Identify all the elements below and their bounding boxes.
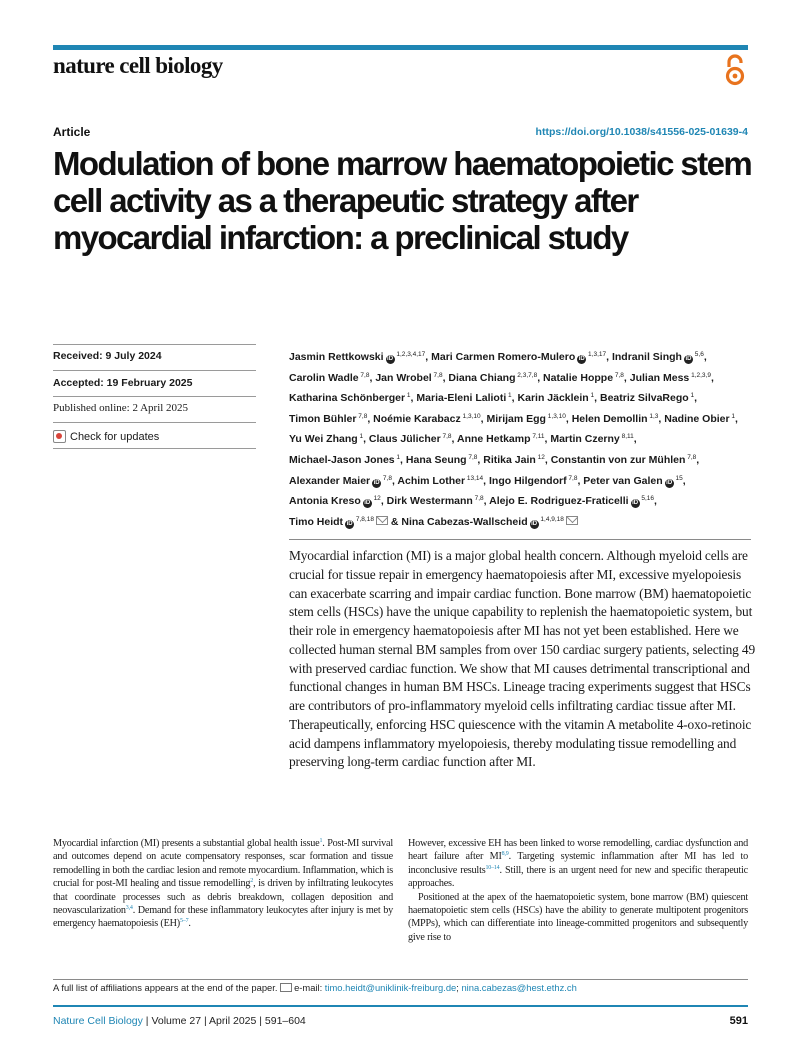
footnote-divider xyxy=(53,979,748,980)
author-name: Mari Carmen Romero-Mulero iD $^{1,3,17}$ xyxy=(431,351,607,363)
author-list: Jasmin Rettkowski iD $^{1,2,3,4,17}$, Mari Carmen Romero-Mulero iD $^{1,3,17}$, Indranil Singh iD $^{5,6}$, Carolin Wadle $^{7,8}$, Jan Wrobel $^{7,8}$, Diana Chiang $^{2,3,7,8}$, Natalie Hoppe $^{7,8}$, Julian Mess $^{1,2,3,9}$, Katharina Schönberger $^1$, Maria-Eleni Lalioti $^1$, Karin Jäcklein $^1$, Beatriz SilvaRego $^1$, Timon Bühler $^{7,8}$, Noémie Karabacz $^{1,3,10}$, Mirijam Egg $^{1,3,10}$, Helen Demollin $^{1,3}$, Nadine Obier $^1$, Yu Wei Zhang $^1$, Claus Jülicher $^{7,8}$, Anne Hetkamp $^{7,11}$, Martin Czerny $^{8,11}$, Michael-Jason Jones $^1$, Hana Seung $^{7,8}$, Ritika Jain $^{12}$, Constantin von zur Mühlen $^{7,8}$, Alexander Maier iD $^{7,8}$, Achim Lother $^{13,14}$, Ingo Hilgendorf $^{7,8}$, Peter van Galen iD $^{15}$, Antonia Kreso iD $^{12}$, Dirk Westermann $^{7,8}$, Alejo E. Rodriguez-Fraticelli iD $^{5,16}$, Timo Heidt iD $^{7,8,18}$ & Nina Cabezas-Wallscheid iD $^{1,4,9,18}$ xyxy=(289,351,738,528)
author-name: Alexander Maier iD $^{7,8}$ xyxy=(289,474,392,487)
email-link[interactable]: nina.cabezas@hest.ethz.ch xyxy=(461,982,577,993)
author-name: Indranil Singh iD $^{5,6}$ xyxy=(611,351,704,363)
received-date: Received: 9 July 2024 xyxy=(53,350,162,362)
author-name: Anne Hetkamp $^{7,11}$ xyxy=(457,433,545,446)
author-name: Helen Demollin $^{1,3}$ xyxy=(571,412,659,425)
check-for-updates-button[interactable] xyxy=(53,429,193,444)
abstract-divider xyxy=(289,539,751,540)
page-number: 591 xyxy=(729,1015,748,1027)
author-name: Julian Mess $^{1,2,3,9}$ xyxy=(629,371,711,384)
author-name: Timo Heidt iD $^{7,8,18}$ xyxy=(289,516,388,528)
author-name: Dirk Westermann $^{7,8}$ xyxy=(386,495,484,508)
author-name: Noémie Karabacz $^{1,3,10}$ xyxy=(373,412,481,425)
author-name: Alejo E. Rodriguez-Fraticelli iD $^{5,16}$ xyxy=(489,495,655,508)
mail-icon[interactable] xyxy=(566,516,578,525)
citation-ref[interactable]: 10–14 xyxy=(485,864,500,871)
body-column-right xyxy=(408,837,748,944)
citation-ref[interactable]: 1 xyxy=(319,838,323,844)
orcid-icon[interactable]: iD xyxy=(578,356,585,362)
orcid-icon[interactable]: iD xyxy=(666,479,673,486)
article-title: Modulation of bone marrow haematopoietic stem cell activity as a therapeutic strategy after myocardial infarction: a preclinical study xyxy=(53,145,752,256)
author-name: Beatriz SilvaRego $^1$ xyxy=(599,392,695,405)
orcid-icon[interactable]: iD xyxy=(632,500,639,507)
author-name: Antonia Kreso iD $^{12}$ xyxy=(289,495,381,508)
orcid-icon[interactable]: iD xyxy=(531,520,538,527)
author-name: Hana Seung $^{7,8}$ xyxy=(405,453,478,466)
author-name: Jan Wrobel $^{7,8}$ xyxy=(375,371,443,384)
author-name: Martin Czerny $^{8,11}$ xyxy=(550,433,634,446)
intro-paragraph: Myocardial infarction (MI) presents a substantial global health issue$^1$. Post-MI survival and outcomes depend on acute compensatory responses, scar formation and tissue remodelling in both the cardiac lesion and remote myocardium. Inflammation, which is crucial for post-MI healing and tissue remodelling$^2$, is driven by infiltrating leukocytes that coordinate processes such as debris breakdown, collagen deposition and neovascularization$^{3,4}$. Demand for these inflammatory leukocytes after injury is met by emergency haematopoiesis (EH)$^{5-7}$. xyxy=(53,838,393,930)
meta-divider xyxy=(53,422,256,423)
footer-journal: Nature Cell Biology xyxy=(53,1015,143,1027)
author-name: Nina Cabezas-Wallscheid iD $^{1,4,9,18}$ xyxy=(401,516,578,528)
mail-icon xyxy=(280,983,292,992)
citation-ref[interactable]: 3,4 xyxy=(125,905,133,912)
footer-details: | Volume 27 | April 2025 | 591–604 xyxy=(142,1015,306,1027)
meta-divider xyxy=(53,448,256,449)
citation-ref[interactable]: 2 xyxy=(250,878,254,885)
author-name: Jasmin Rettkowski iD $^{1,2,3,4,17}$ xyxy=(289,351,426,363)
author-name: Katharina Schönberger $^1$ xyxy=(289,392,411,405)
top-accent-bar xyxy=(53,45,748,50)
author-name: Michael-Jason Jones $^1$ xyxy=(289,453,401,466)
author-name: Maria-Eleni Lalioti $^1$ xyxy=(416,392,512,405)
orcid-icon[interactable]: iD xyxy=(364,500,371,507)
citation-ref[interactable]: 8,9 xyxy=(501,851,509,858)
author-name: Diana Chiang $^{2,3,7,8}$ xyxy=(448,371,538,384)
orcid-icon[interactable]: iD xyxy=(685,356,692,362)
doi-link[interactable]: https://doi.org/10.1038/s41556-025-01639-4 xyxy=(535,126,748,138)
mail-icon[interactable] xyxy=(376,516,388,525)
meta-divider xyxy=(53,396,256,397)
page-footer xyxy=(53,1015,306,1027)
published-date: Published online: 2 April 2025 xyxy=(53,402,189,414)
intro-paragraph: However, excessive EH has been linked to worse remodelling, cardiac dysfunction and heart failure after MI$^{8,9}$. Targeting systemic inflammation after MI has led to inconclusive results$^{10-14}$. Still, there is an urgent need for new and specific therapeutic approaches. xyxy=(408,838,748,890)
author-name: Carolin Wadle $^{7,8}$ xyxy=(289,371,370,384)
author-name: Mirijam Egg $^{1,3,10}$ xyxy=(486,412,566,425)
author-name: Natalie Hoppe $^{7,8}$ xyxy=(543,371,624,384)
email-link[interactable]: timo.heidt@uniklinik-freiburg.de xyxy=(324,982,457,993)
accepted-date: Accepted: 19 February 2025 xyxy=(53,377,193,389)
author-name: Ritika Jain $^{12}$ xyxy=(483,453,545,466)
meta-divider xyxy=(53,344,256,345)
intro-paragraph: Positioned at the apex of the haematopoietic system, bone marrow (BM) quiescent haematopoietic stem cells (HSCs) have the ability to generate multipotent progenitors (MPPs), which can differentiate into lineage-committed progenitors and subsequently give rise to xyxy=(408,891,748,943)
author-name: Nadine Obier $^1$ xyxy=(664,412,736,425)
author-name: Peter van Galen iD $^{15}$ xyxy=(583,474,683,487)
author-name: Karin Jäcklein $^1$ xyxy=(517,392,595,405)
footer-divider xyxy=(53,1005,748,1007)
article-type-label: Article xyxy=(53,125,91,139)
check-for-updates-label: Check for updates xyxy=(70,430,160,443)
author-name: Constantin von zur Mühlen $^{7,8}$ xyxy=(550,453,697,466)
orcid-icon[interactable]: iD xyxy=(387,356,394,362)
author-name: Achim Lother $^{13,14}$ xyxy=(397,474,484,487)
body-column-left xyxy=(53,837,393,931)
citation-ref[interactable]: 5–7 xyxy=(179,918,189,925)
affiliations-footnote: A full list of affiliations appears at the end of the paper. e-mail: timo.heidt@uniklinik-freiburg.de; nina.cabezas@hest.ethz.ch xyxy=(53,982,577,993)
author-name: Ingo Hilgendorf $^{7,8}$ xyxy=(489,474,578,487)
author-name: Timon Bühler $^{7,8}$ xyxy=(289,412,368,425)
orcid-icon[interactable]: iD xyxy=(346,520,353,527)
author-name: Claus Jülicher $^{7,8}$ xyxy=(368,433,452,446)
orcid-icon[interactable]: iD xyxy=(373,479,380,486)
meta-divider xyxy=(53,370,256,371)
journal-name: nature cell biology xyxy=(53,53,223,78)
abstract: Myocardial infarction (MI) is a major global health concern. Although myeloid cells are crucial for tissue repair in emergency haematopoiesis after MI, excessive myelopoiesis can exacerbate scarring and impair cardiac function. Bone marrow (BM) haematopoietic stem cells (HSCs) have the unique capability to replenish the haematopoietic system, but their role in emergency haematopoiesis after MI has not yet been established. Here we collected human sternal BM samples from over 150 cardiac surgery patients, selecting 49 with preserved cardiac function. We show that MI causes detrimental transcriptional and functional changes in human BM HSCs. Lineage tracing experiments suggest that HSCs are contributors of pro-inflammatory myeloid cells infiltrating cardiac tissue after MI. Therapeutically, enforcing HSC quiescence with the vitamin A metabolite 4-oxo-retinoic acid dampens inflammatory myelopoiesis, thereby modulating tissue remodelling and preserving long-term cardiac function after MI. xyxy=(289,548,756,770)
check-for-updates-icon xyxy=(53,430,66,443)
open-access-icon xyxy=(723,53,747,87)
author-name: Yu Wei Zhang $^1$ xyxy=(289,433,364,446)
